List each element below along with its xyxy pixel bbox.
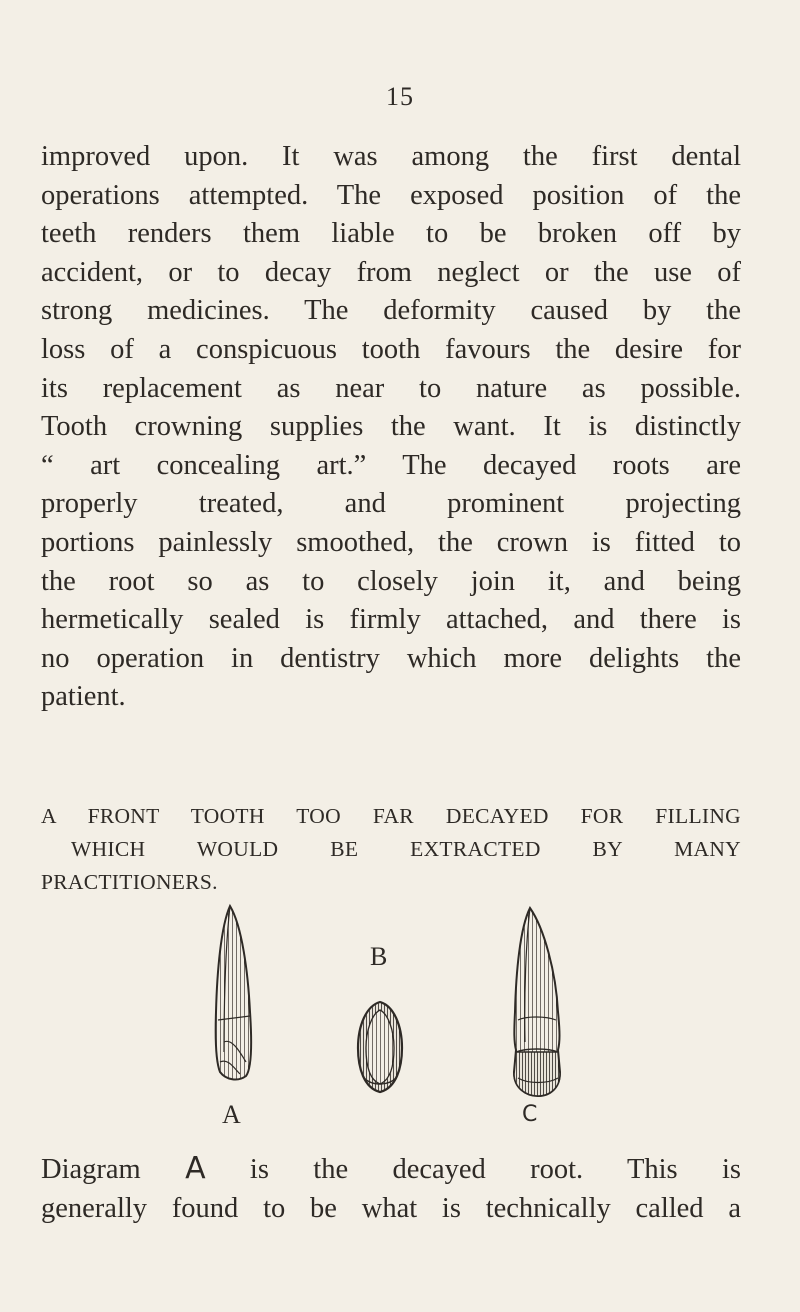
caption-line: PRACTITIONERS. [41, 870, 218, 894]
text-line: Tooth crowning supplies the want. It is distinctly [41, 411, 741, 443]
text-line: operations attempted. The exposed position of the [41, 179, 741, 211]
tooth-diagram [180, 902, 600, 1138]
tooth-c [514, 908, 560, 1096]
caption-line: A FRONT TOOTH TOO FAR DECAYED FOR FILLING [41, 804, 741, 828]
text-line: teeth renders them liable to be broken off by [41, 218, 741, 250]
body-paragraph [41, 138, 741, 717]
page-number: 15 [386, 82, 414, 111]
text-line: loss of a conspicuous tooth favours the desire for [41, 333, 741, 365]
text-line: strong medicines. The deformity caused by the [41, 295, 741, 327]
text-line: “ art concealing art.” The decayed roots are [41, 449, 741, 481]
diagram-letter: A [185, 1151, 206, 1186]
figure-caption [41, 800, 741, 899]
text-line: accident, or to decay from neglect or the use of [41, 256, 741, 288]
text-line: its replacement as near to nature as possible. [41, 372, 741, 404]
text-run: is the decayed root. This is [205, 1154, 742, 1185]
crown-b [358, 1002, 402, 1092]
text-line: properly treated, and prominent projecting [41, 488, 741, 520]
text-line [41, 1150, 741, 1190]
tooth-a [216, 906, 252, 1079]
text-line: no operation in dentistry which more delights the [41, 642, 741, 674]
text-line: generally found to be what is technically called a [41, 1192, 741, 1224]
text-line: the root so as to closely join it, and being [41, 565, 741, 597]
text-line: hermetically sealed is firmly attached, and there is [41, 604, 741, 636]
text-line: patient. [41, 681, 126, 713]
caption-line: WHICH WOULD BE EXTRACTED BY MANY [71, 837, 741, 861]
label-a: A [222, 1100, 241, 1129]
text-line: portions painlessly smoothed, the crown is fitted to [41, 526, 741, 558]
text-run: Diagram [41, 1154, 186, 1185]
label-b: B [370, 942, 388, 971]
bottom-paragraph [41, 1150, 741, 1228]
text-line: improved upon. It was among the first dental [41, 141, 741, 172]
label-c: C [522, 1102, 538, 1127]
